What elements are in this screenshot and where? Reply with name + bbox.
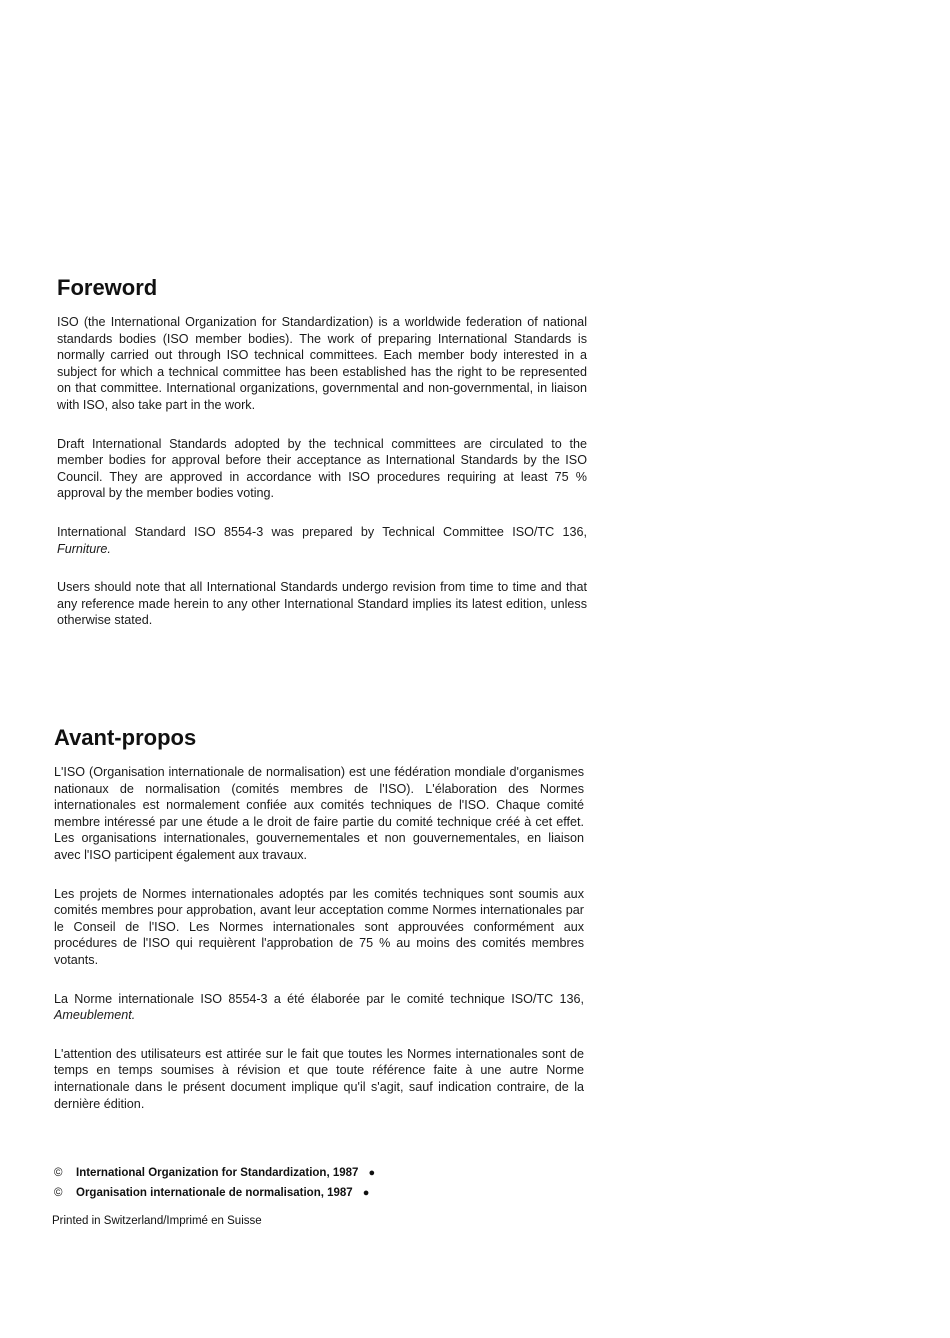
copyright-block: [54, 1163, 554, 1203]
foreword-paragraph-4: Users should note that all International Standards undergo revision from time to time and that any reference made herein to any other International Standard implies its latest edition, unless otherwise stated.: [57, 580, 587, 628]
foreword-paragraph-3-text: International Standard ISO 8554-3 was prepared by Technical Committee ISO/TC 136,: [57, 524, 587, 539]
copyright-text-fr: Organisation internationale de normalisation, 1987: [76, 1187, 353, 1199]
avant-propos-paragraph-2: Les projets de Normes internationales adoptés par les comités techniques sont soumis aux comités membres pour approbation, avant leur acceptation comme Normes internationales par le Conseil de l'ISO. Les Normes internationales sont approuvées conformément aux procédures de l'ISO qui requièrent l'approbation de 75 % au moins des comités membres votants.: [54, 886, 584, 967]
avant-propos-paragraph-1: L'ISO (Organisation internationale de normalisation) est une fédération mondiale d'organismes nationaux de normalisation (comités membres de l'ISO). L'élaboration des Normes internationales est normalement confiée aux comités techniques de l'ISO. Chaque comité membre intéressé par une étude a le droit de faire partie du comité technique créé à cet effet. Les organisations internationales, gouvernementales et non gouvernementales, en liaison avec l'ISO participent également aux travaux.: [54, 765, 584, 862]
printed-in-note: Printed in Switzerland/Imprimé en Suisse: [52, 1215, 262, 1227]
copyright-line-fr: [54, 1183, 554, 1203]
foreword-paragraph-2: Draft International Standards adopted by the technical committees are circulated to the member bodies for approval before their acceptance as International Standards by the ISO Council. They are approved in accordance with ISO procedures requiring at least 75 % approval by the member bodies voting.: [57, 436, 587, 501]
foreword-paragraph-3: [57, 524, 587, 557]
foreword-heading: Foreword: [57, 275, 158, 300]
foreword-section: [57, 274, 587, 651]
bullet-icon: ●: [368, 1167, 376, 1179]
avant-propos-heading: Avant-propos: [54, 725, 197, 750]
foreword-paragraph-1: ISO (the International Organization for Standardization) is a worldwide federation of national standards bodies (ISO member bodies). The work of preparing International Standards is normally carried out through ISO technical committees. Each member body interested in a subject for which a technical committee has been established has the right to be represented on that committee. International organizations, governmental and non-governmental, in liaison with ISO, also take part in the work.: [57, 315, 587, 412]
copyright-line-en: [54, 1163, 554, 1183]
avant-propos-paragraph-3: [54, 991, 584, 1024]
avant-propos-paragraph-4: L'attention des utilisateurs est attirée sur le fait que toutes les Normes internationales sont de temps en temps soumises à révision et que toute référence faite à une autre Norme internationale dans le présent document implique qu'il s'agit, sauf indication contraire, de la dernière édition.: [54, 1046, 584, 1111]
avant-propos-section: [54, 724, 584, 1134]
avant-propos-paragraph-3-text: La Norme internationale ISO 8554-3 a été élaborée par le comité technique ISO/TC 136,: [54, 991, 584, 1006]
bullet-icon: ●: [362, 1187, 370, 1199]
foreword-committee-name: Furniture.: [57, 541, 111, 556]
copyright-text-en: International Organization for Standardization, 1987: [76, 1167, 359, 1179]
copyright-symbol: ©: [54, 1187, 63, 1199]
avant-propos-committee-name: Ameublement.: [54, 1008, 136, 1023]
copyright-symbol: ©: [54, 1167, 63, 1179]
